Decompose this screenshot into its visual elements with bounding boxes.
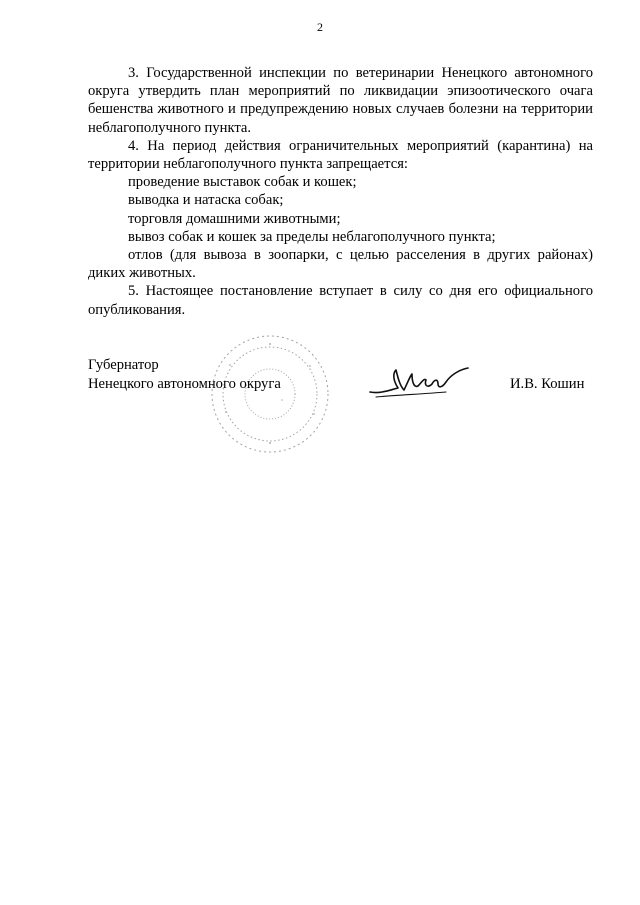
list-item-dog-training: выводка и натаска собак; bbox=[128, 192, 284, 209]
official-seal-icon bbox=[200, 330, 340, 460]
position-line-2: Ненецкого автономного округа bbox=[88, 375, 281, 392]
handwritten-signature-icon bbox=[368, 362, 473, 402]
paragraph-item-3: 3. Государственной инспекции по ветеринарии Ненецкого автономного округа утвердить план мероприятий по ликвидации эпизоотического очага бешенства животного и предупреждению новых случаев болезни на территории неблагополучного пункта. bbox=[88, 65, 593, 136]
page-number: 2 bbox=[317, 20, 323, 34]
document-body bbox=[88, 64, 593, 319]
list-item-export: вывоз собак и кошек за пределы неблагополучного пункта; bbox=[128, 228, 496, 245]
list-item-exhibitions: проведение выставок собак и кошек; bbox=[128, 174, 357, 191]
list-item-wild-animal-capture: отлов (для вывоза в зоопарки, с целью расселения в других районах) диких животных. bbox=[88, 247, 593, 282]
signatory-position bbox=[88, 356, 281, 393]
signatory-name: И.В. Кошин bbox=[510, 376, 585, 392]
list-item-pet-trade: торговля домашними животными; bbox=[128, 210, 341, 227]
position-line-1: Губернатор bbox=[88, 357, 159, 373]
paragraph-item-4: 4. На период действия ограничительных мероприятий (карантина) на территории неблагополучного пункта запрещается: bbox=[88, 137, 593, 173]
paragraph-item-5: 5. Настоящее постановление вступает в силу со дня его официального опубликования. bbox=[88, 283, 593, 318]
